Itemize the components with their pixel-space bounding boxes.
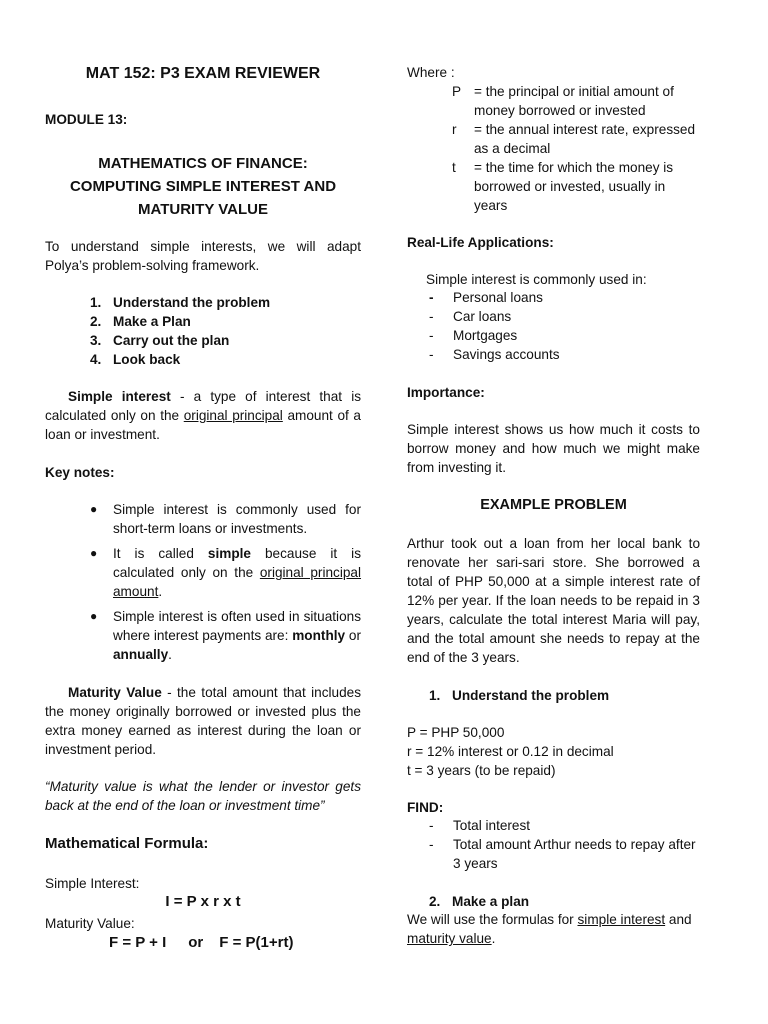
definition-row: P = the principal or initial amount of (452, 84, 674, 99)
maturity-quote: “Maturity value is what the lender or investor gets back at the end of the loan or investment time” (45, 779, 361, 813)
polya-steps-list (90, 293, 350, 369)
list-item: ● Simple interest is commonly used for short-term loans or investments. (90, 502, 361, 536)
plan-paragraph: We will use the formulas for simple interest and maturity value. (407, 912, 692, 946)
step-understand: 1. Understand the problem (429, 688, 610, 703)
example-paragraph: Arthur took out a loan from her local bank to renovate her sari-sari store. She borrowed a total of PHP 50,000 at a simple interest rate of 12% per year. If the loan needs to be repaid in 3 years, calculate the total interest Maria will pay, and the total amount she needs to repay at the end of the 3 years. (407, 536, 700, 665)
find-heading: FIND: (407, 800, 444, 815)
maturity-value-formula: F = P + I or F = P(1+rt) (109, 934, 294, 951)
list-item: 4. Look back (90, 352, 181, 367)
maturity-value-label: Maturity Value: (45, 916, 135, 931)
importance-paragraph: Simple interest shows us how much it costs to borrow money and how much we might make from investing it. (407, 422, 700, 475)
list-item: - Mortgages (429, 328, 518, 343)
applications-heading: Real-Life Applications: (407, 235, 554, 250)
importance-heading: Importance: (407, 385, 485, 400)
formula-heading: Mathematical Formula: (45, 835, 209, 852)
key-notes-list (90, 500, 361, 670)
list-item: ● It is called simple because it is calculated only on the original principal amount. (90, 546, 362, 599)
intro-paragraph: To understand simple interests, we will adapt Polya’s problem-solving framework. (45, 239, 361, 273)
module-title-line-1: MATHEMATICS OF FINANCE: (98, 155, 308, 172)
simple-interest-label: Simple Interest: (45, 876, 140, 891)
example-heading: EXAMPLE PROBLEM (480, 497, 627, 513)
definition-row: r = the annual interest rate, expressed (452, 122, 696, 137)
definition-row: t = the time for which the money is (452, 160, 674, 175)
maturity-value-definition: Maturity Value - the total amount that includes the money originally borrowed or invested plus the extra money earned as interest during the loan or investment period. (45, 685, 361, 757)
simple-interest-definition: Simple interest - a type of interest that is calculated only on the original principal amount of a loan or investment. (45, 389, 362, 442)
bullet-icon: ● (90, 502, 98, 516)
given-principal: P = PHP 50,000 (407, 725, 505, 740)
document-title: MAT 152: P3 EXAM REVIEWER (85, 65, 321, 82)
list-item: - Savings accounts (429, 347, 560, 362)
list-item: 2. Make a Plan (90, 314, 191, 329)
applications-intro: Simple interest is commonly used in: (426, 272, 647, 287)
module-title-line-3: MATURITY VALUE (138, 201, 268, 218)
where-label: Where : (407, 65, 455, 80)
list-item: 3. Carry out the plan (90, 333, 230, 348)
key-notes-heading: Key notes: (45, 465, 115, 480)
given-rate: r = 12% interest or 0.12 in decimal (407, 744, 614, 759)
step-make-plan: 2. Make a plan (429, 894, 530, 909)
module-title (45, 152, 361, 221)
list-item: - Total interest (429, 818, 531, 833)
list-item: - Car loans (429, 309, 512, 324)
module-title-line-2: COMPUTING SIMPLE INTEREST AND (69, 178, 337, 195)
variable-definitions: P = the principal or initial amount of money borrowed or invested r = the annual interest rate, expressed as a decimal t = the time for which the money is borrowed or invested, usually in years (452, 82, 700, 215)
applications-list (429, 288, 689, 364)
bullet-icon: ● (90, 546, 98, 560)
module-label: MODULE 13: (45, 112, 128, 127)
list-item: ● Simple interest is often used in situations where interest payments are: monthly or annually. (90, 609, 361, 662)
simple-interest-formula: I = P x r x t (165, 893, 241, 910)
list-item: - Total amount Arthur needs to repay after 3 years (429, 837, 696, 871)
given-time: t = 3 years (to be repaid) (407, 763, 556, 778)
list-item: - Personal loans (429, 290, 543, 305)
given-values (407, 723, 614, 780)
list-item: 1. Understand the problem (90, 295, 271, 310)
find-list (429, 816, 700, 873)
bullet-icon: ● (90, 609, 98, 623)
